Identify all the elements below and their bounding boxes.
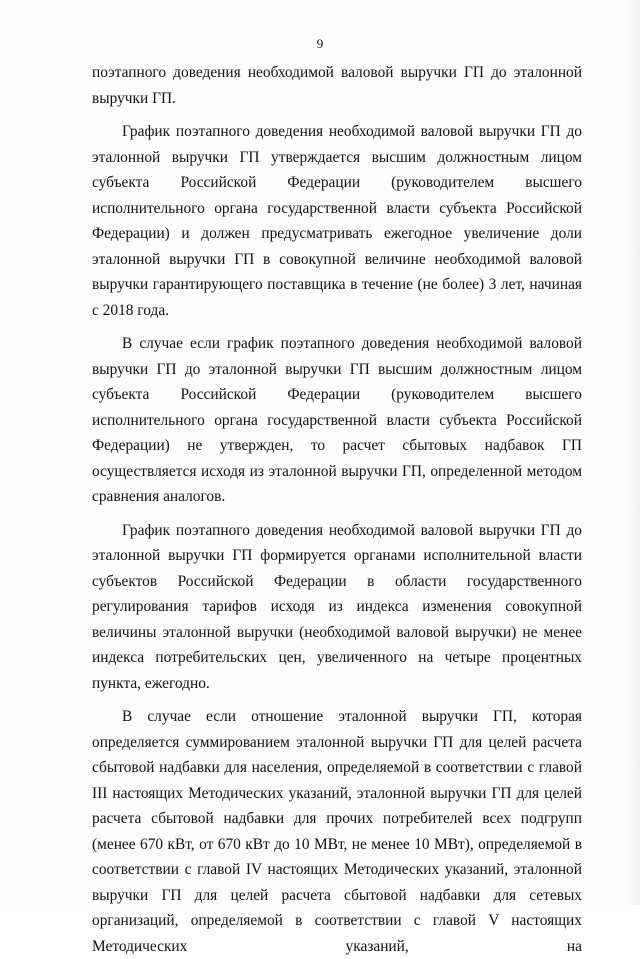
paragraph-continuation: поэтапного доведения необходимой валовой выручки ГП до эталонной выручки ГП. (92, 64, 582, 107)
paragraph-schedule-formation: График поэтапного доведения необходимой валовой выручки ГП до эталонной выручки ГП формируется органами исполнительной власти субъектов Российской Федерации в области государственного регулирования тарифов исходя из индекса изменения совокупной величины эталонной выручки (необходимой валовой выручки) не менее индекса потребительских цен, увеличенного на четыре процентных пункта, ежегодно. (92, 521, 582, 692)
paragraph-not-approved-case: В случае если график поэтапного доведения необходимой валовой выручки ГП до эталонной выручки ГП высшим должностным лицом субъекта Российской Федерации (руководителем высшего исполнительного органа государственной власти субъекта Российской Федерации) не утвержден, то расчет сбытовых надбавок ГП осуществляется исходя из эталонной выручки ГП, определенной методом сравнения аналогов. (92, 335, 582, 505)
document-body (92, 60, 582, 959)
page-number: 9 (316, 36, 324, 51)
paragraph-schedule-approval: График поэтапного доведения необходимой валовой выручки ГП до эталонной выручки ГП утверждается высшим должностным лицом субъекта Российской Федерации (руководителем высшего исполнительного органа государственной власти субъекта Российской Федерации) и должен предусматривать ежегодное увеличение доли эталонной выручки ГП в совокупной величине необходимой валовой выручки гарантирующего поставщика в течение (не более) 3 лет, начиная с 2018 года. (92, 123, 582, 319)
page-edge-shadow (626, 0, 640, 905)
paragraph-ratio-case: В случае если отношение эталонной выручки ГП, которая определяется суммированием эталонной выручки ГП для целей расчета сбытовой надбавки для населения, определяемой в соответствии с главой III настоящих Методических указаний, эталонной выручки ГП для целей расчета сбытовой надбавки для прочих потребителей всех подгрупп (менее 670 кВт, от 670 кВт до 10 МВт, не менее 10 МВт), определяемой в соответствии с главой IV настоящих Методических указаний, эталонной выручки ГП для целей расчета сбытовой надбавки для сетевых организаций, определяемой в соответствии с главой V настоящих Методических указаний, на (92, 708, 582, 955)
